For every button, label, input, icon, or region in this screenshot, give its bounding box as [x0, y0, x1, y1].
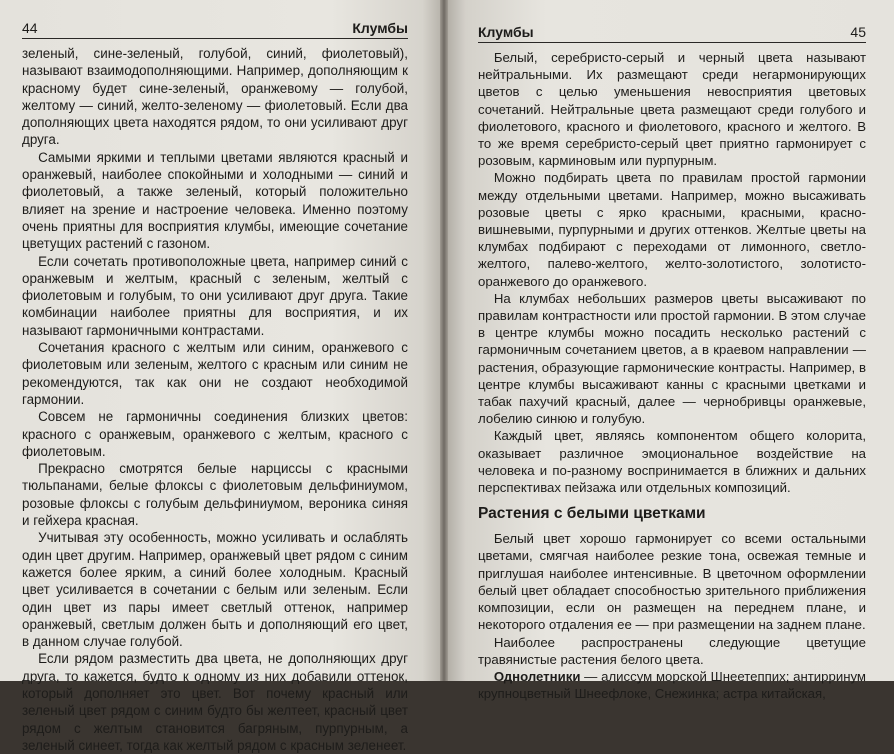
paragraph: Белый, серебристо-серый и черный цвета называют нейтральными. Их размещают среди негармонирующих цветов с целью уменьшения невосприятия цветовых сочетаний. Нейтральные цвета размещают среди голубого и фиолетового, красного и фиолетового, красного и желтого. В то же время серебристо-серый цвет приятно гармонирует с розовым, карминовым или пурпурным. — [478, 50, 866, 169]
paragraph: Совсем не гармоничны соединения близких цветов: красного с оранжевым, оранжевого с желтым, красного с фиолетовым. — [22, 409, 408, 459]
book-gutter — [440, 0, 448, 681]
right-page-number: 45 — [850, 24, 866, 40]
paragraph-rest: — алиссум морской Шнеетеппих; антирринум крупноцветный Шнеефлоке, Снежинка; астра китайская, — [478, 668, 866, 702]
left-page-text — [22, 45, 408, 754]
left-page — [0, 0, 440, 753]
paragraph: Можно подбирать цвета по правилам простой гармонии между отдельными цветами. Например, можно высаживать розовые цветы с ярко красными, красными, красно-вишневыми, пурпурными и других оттенков. Желтые цветы на клумбах подбирают с переходами от лимонного, светло-желтого, палево-желтого, желто-золотистого, золотисто-оранжевого до оранжевого. — [478, 170, 866, 289]
right-page-text — [478, 49, 866, 702]
paragraph: Каждый цвет, являясь компонентом общего колорита, оказывает различное эмоциональное воздействие на человека и по-разному воспринимается в ближних и дальних перспективах пейзажа или отдельных композиций. — [478, 428, 866, 496]
right-running-title: Клумбы — [478, 24, 534, 40]
paragraph: Наиболее распространены следующие цветущие травянистые растения белого цвета. — [478, 634, 866, 667]
paragraph: Прекрасно смотрятся белые нарциссы с красными тюльпанами, белые флоксы с фиолетовым дельфиниумом, розовые флоксы с голубым дельфиниумом, вероника синяя и гейхера красная. — [22, 461, 408, 529]
paragraph: Учитывая эту особенность, можно усиливать и ослаблять один цвет другим. Например, оранжевый цвет рядом с синим кажется более ярким, а синий более холодным. Красный цвет усиливается в сочетании с белым или зеленым. Если один цвет из пары имеет светлый оттенок, например оранжевый, светлым должен быть и дополняющий его цвет, в данном случае голубой. — [22, 530, 408, 650]
paragraph-lead-term: Однолетники — [493, 668, 581, 684]
right-page — [448, 0, 894, 702]
paragraph — [478, 668, 866, 702]
left-page-header — [22, 20, 408, 39]
left-running-title: Клумбы — [352, 20, 408, 36]
paragraph: Если рядом разместить два цвета, не дополняющих друг друга, то кажется, будто к одному из них добавили оттенок, который дополняет это цвет. Вот почему красный или зеленый цвет рядом с синим будто бы желтеет, красный цвет рядом с желтым становится багряным, пурпурным, а зеленый синеет, тогда как желтый рядом с красным зеленеет. — [22, 651, 408, 753]
paragraph: На клумбах небольших размеров цветы высаживают по правилам контрастности или простой гармонии. В этом случае в центре клумбы можно посадить несколько растений с гармоничным сочетанием цветов, а в краевом направлении — растения, образующие гармонические контрасты. Например, в центре клумбы высаживают канны с красными цветками и табак пахучий красный, далее — чернобривцы оранжевые, лобелию синюю и голубую. — [478, 290, 866, 427]
paragraph: Сочетания красного с желтым или синим, оранжевого с фиолетовым или зеленым, желтого с красным или синим не рекомендуются, так как они не создают необходимой гармонии. — [22, 340, 408, 407]
section-heading: Растения с белыми цветками — [478, 505, 706, 523]
paragraph: Самыми яркими и теплыми цветами являются красный и оранжевый, наиболее спокойными и холодными — синий и фиолетовый, а также зеленый, который положительно влияет на зрение и настроение человека. Именно поэтому очень приятны для восприятия клумбы, имеющие сочетание цветущих растений с газоном. — [22, 149, 408, 252]
paragraph: Белый цвет хорошо гармонирует со всеми остальными цветами, смягчая наиболее резкие тона, освежая темные и приглушая наиболее интенсивные. В цветочном оформлении белый цвет обладает способностью зрительного приближения композиции, если он размещен на переднем плане, и некоторого отдаления ее — при размещении на заднем плане. — [478, 531, 866, 633]
paragraph: зеленый, сине-зеленый, голубой, синий, фиолетовый), называют взаимодополняющими. Например, дополняющим к красному будет сине-зеленый, оранжевому — голубой, желтому — синий, желто-зеленому — фиолетовый. Если два дополняющих цвета находятся рядом, то они усиливают друг друга. — [22, 46, 408, 148]
left-page-number: 44 — [22, 20, 38, 36]
right-page-header — [478, 24, 866, 43]
paragraph: Если сочетать противоположные цвета, например синий с оранжевым и желтым, красный с зеленым, желтый с фиолетовым и голубым, то они усиливают друг друга. Такие комбинации наиболее приятны для восприятия, и их называют гармоничными контрастами. — [22, 253, 408, 338]
